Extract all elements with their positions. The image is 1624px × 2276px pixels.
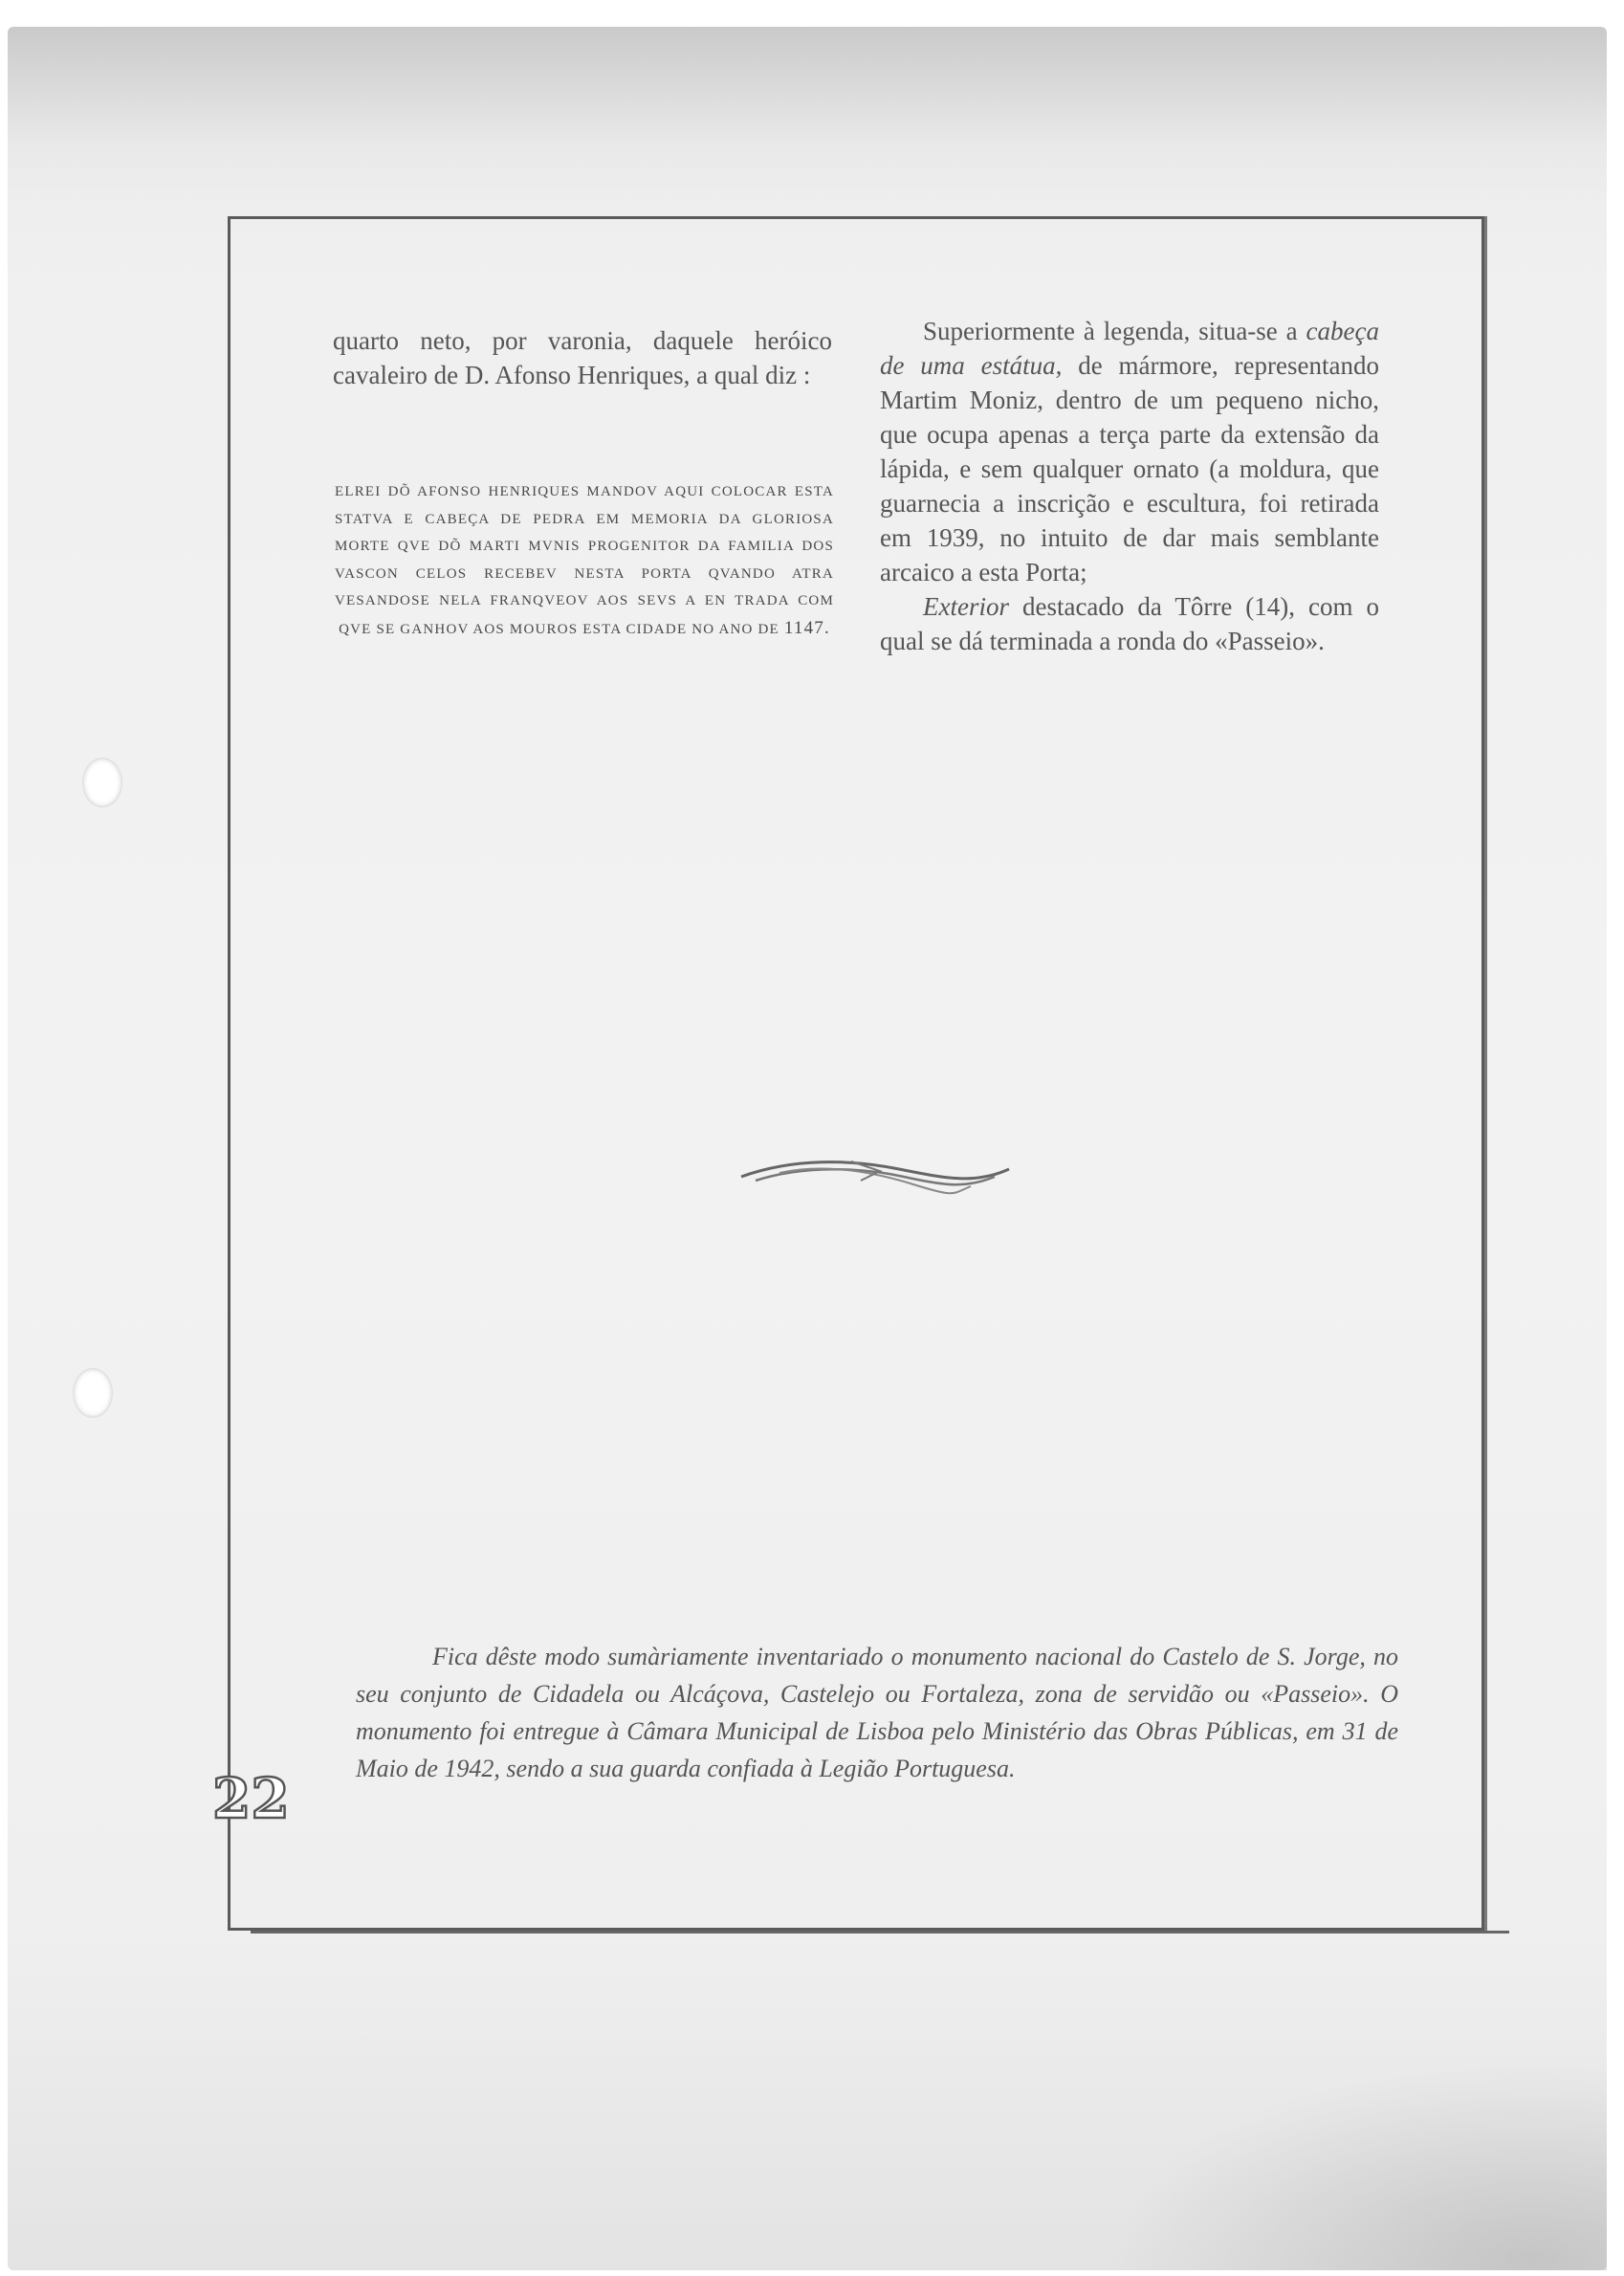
wavy-flourish-ornament-icon bbox=[736, 1148, 1014, 1205]
inscription-body: ELREI DÕ AFONSO HENRIQUES MANDOV AQUI COLOCAR ESTA STATVA E CABEÇA DE PEDRA EM MEMORIA DA GLORIOSA MORTE QVE DÕ MARTI MVNIS PROGENITOR DA FAMILIA DOS VASCON CELOS RECEBEV NESTA PORTA QVANDO ATRA VESANDOSE NELA FRANQVEOV AOS SEVS A EN TRADA COM QVE SE GANHOV AOS MOUROS ESTA CIDADE NO ANO DE bbox=[335, 484, 834, 637]
page-number: 22 bbox=[212, 1766, 290, 1831]
right-p2-end: destacado da Tôrre (14), com o qual se dá terminada a ronda do «Passeio». bbox=[880, 592, 1379, 655]
left-intro-paragraph: quarto neto, por varonia, daquele heróico cavaleiro de D. Afonso Henriques, a qual diz : bbox=[333, 326, 832, 389]
right-paragraph-1 bbox=[880, 314, 1379, 589]
closing-paragraph: Fica dêste modo sumàriamente inventariado o monumento nacional do Castelo de S. Jorge, no seu conjunto de Cidadela ou Alcáçova, Castelejo ou Fortaleza, zona de servidão ou «Passeio». O monumento foi entregue à Câmara Municipal de Lisboa pelo Ministério das Obras Públicas, em 31 de Maio de 1942, sendo a sua guarda confiada à Legião Portuguesa. bbox=[356, 1643, 1398, 1782]
inscription-text bbox=[335, 478, 834, 643]
inscription-year: 1147. bbox=[783, 617, 830, 638]
right-paragraph-2 bbox=[880, 589, 1379, 658]
left-column bbox=[333, 323, 832, 392]
right-p1-italic: cabeça de uma estátua, bbox=[880, 317, 1379, 380]
frame-shadow-right bbox=[1484, 216, 1487, 1931]
right-p1-start: Superiormente à legenda, situa-se a bbox=[923, 317, 1306, 345]
closing-paragraph-block bbox=[356, 1638, 1398, 1787]
right-p1-end: de mármore, representando Martim Moniz, dentro de um pequeno nicho, que ocupa apenas a terça parte da extensão da lápida, e sem qualquer ornato (a moldura, que guarnecia a inscrição e escultura, foi retirada em 1939, no intuito de dar mais semblante arcaico a esta Porta; bbox=[880, 351, 1379, 586]
right-p2-italic: Exterior bbox=[923, 592, 1009, 621]
right-column bbox=[880, 314, 1379, 658]
punch-hole-top bbox=[82, 758, 122, 807]
frame-shadow-bottom bbox=[251, 1931, 1509, 1933]
punch-hole-bottom bbox=[73, 1368, 113, 1418]
